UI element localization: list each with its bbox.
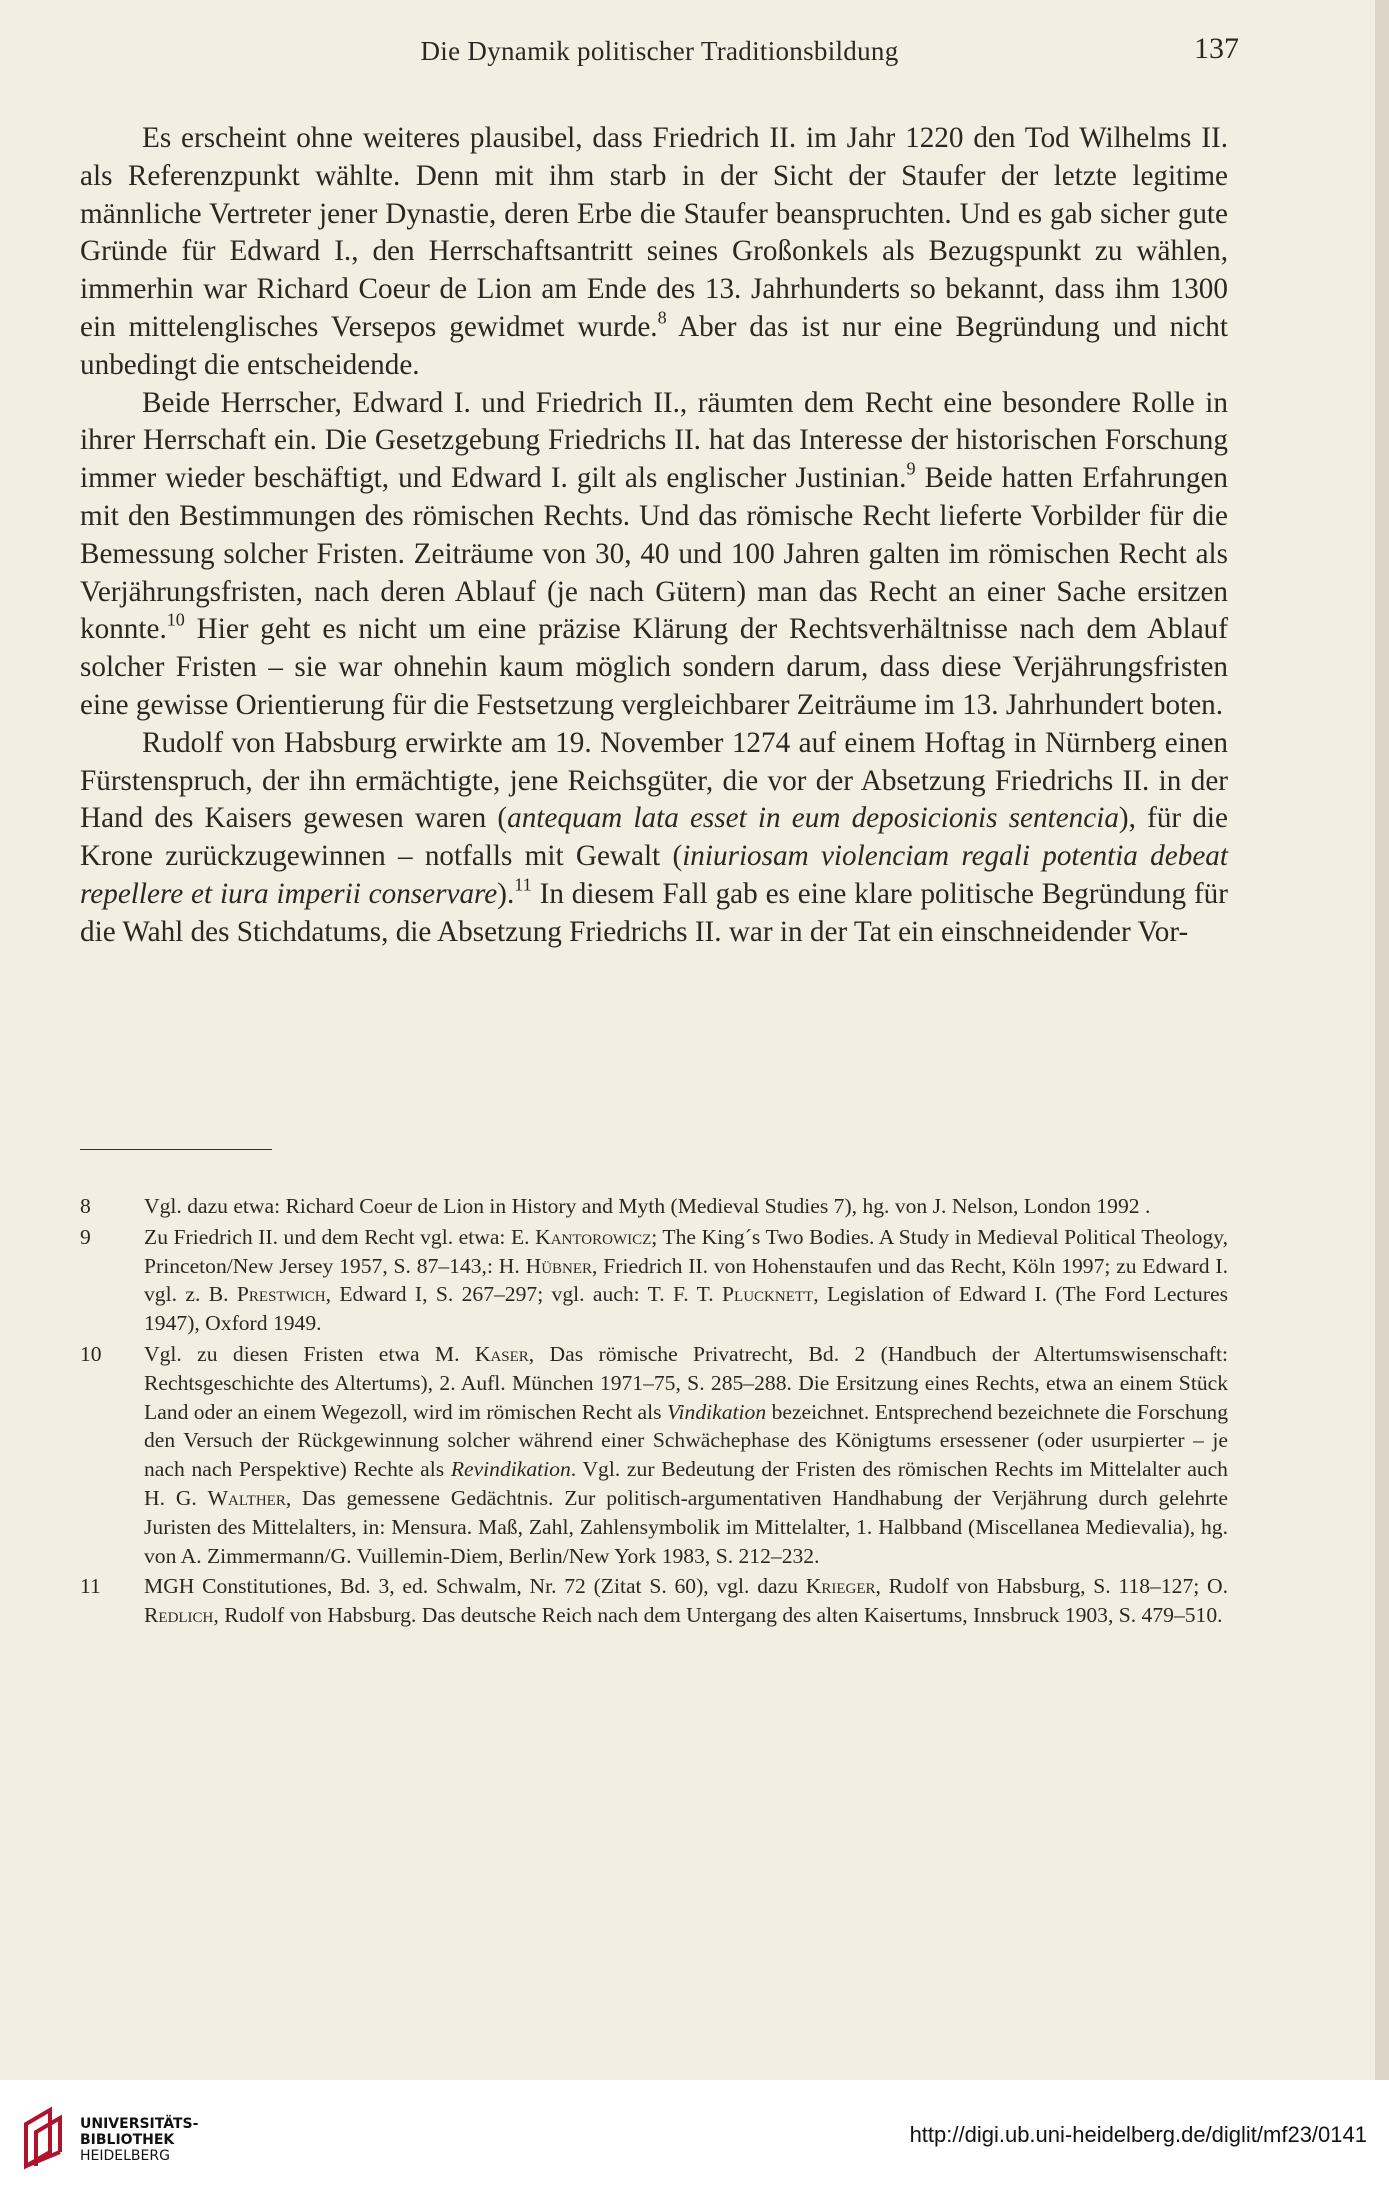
footnote-ref-9[interactable]: 9 — [906, 458, 916, 479]
latin-quote: iniuriosam violenciam regali potentia debeat repellere et iura imperii conservare — [80, 840, 1228, 910]
text-run: ; The King´s Two Bodies. A Study in Medieval Political Theology, Princeton/New Jersey 1957, S. 87–143,: H. — [144, 1224, 1228, 1278]
footnote-text — [144, 1223, 1228, 1338]
text-run: ), für die Krone zurückzugewinnen – notfalls mit Gewalt ( — [80, 802, 1228, 873]
text-run: Vgl. zu diesen Fristen etwa M. — [144, 1341, 475, 1366]
running-title: Die Dynamik politischer Traditionsbildung — [420, 36, 899, 66]
author-name: Krieger — [805, 1574, 876, 1599]
footnote-number: 8 — [80, 1194, 91, 1218]
paragraph-1 — [80, 120, 1228, 385]
library-name — [80, 2116, 198, 2164]
page-edge — [1375, 0, 1389, 2080]
text-run: Beide Herrscher, Edward I. und Friedrich II., räumten dem Recht eine besondere Rolle in ihrer Herrschaft ein. Die Gesetzgebung Friedrichs II. hat das Interesse der historischen Forschung immer wieder beschäftigt, und Edward I. gilt als englischer Justinian. — [80, 386, 1228, 495]
author-name: Kantorowicz — [535, 1224, 652, 1249]
author-name: Kaser — [474, 1341, 529, 1366]
text-run: Hier geht es nicht um eine präzise Klärung der Rechtsverhältnisse nach dem Ablauf solcher Fristen – sie war ohnehin kaum möglich sondern darum, dass diese Verjährungsfristen eine gewisse Orientierung für die Festsetzung vergleichbarer Zeiträume im 13. Jahrhundert boten. — [80, 613, 1228, 721]
library-line: BIBLIOTHEK — [80, 2132, 175, 2148]
paragraph-3 — [80, 725, 1228, 952]
footnote-ref-10[interactable]: 10 — [166, 609, 185, 630]
text-run: , Rudolf von Habsburg, S. 118–127; O. — [875, 1574, 1228, 1599]
latin-quote: antequam lata esset in eum deposicionis sentencia — [507, 802, 1119, 835]
footnote-number: 9 — [80, 1224, 91, 1249]
text-run: , Rudolf von Habsburg. Das deutsche Reich nach dem Untergang des alten Kaisertums, Innsbruck 1903, S. 479–510. — [213, 1603, 1223, 1628]
footnote-number: 10 — [80, 1341, 102, 1366]
library-line: UNIVERSITÄTS- — [80, 2116, 199, 2132]
footnote-text: Vgl. dazu etwa: Richard Coeur de Lion in History and Myth (Medieval Studies 7), hg. von J. Nelson, London 1992 . — [144, 1194, 1151, 1218]
running-header — [80, 28, 1239, 78]
text-run: Beide hatten Erfahrungen mit den Bestimmungen des römischen Rechts. Und das römische Recht lieferte Vorbilder für die Bemessung solcher Fristen. Zeiträume von 30, 40 und 100 Jahren galten im römischen Recht als Verjährungsfristen, nach deren Ablauf (je nach Gütern) man das Recht an einer Sache ersitzen konnte. — [80, 462, 1228, 646]
footnote-text — [144, 1340, 1228, 1570]
page-number: 137 — [1194, 32, 1239, 65]
author-name: Redlich — [144, 1603, 214, 1628]
text-run: . Vgl. zur Bedeutung der Fristen des römischen Rechts im Mittelalter auch H. G. — [144, 1457, 1228, 1510]
author-name: Plucknett — [722, 1282, 814, 1307]
footnote-ref-11[interactable]: 11 — [514, 874, 532, 895]
footnote-10 — [80, 1340, 1228, 1570]
text-run: , Das römische Privatrecht, Bd. 2 (Handbuch der Altertumswisenschaft: Rechtsgeschichte des Altertums), 2. Aufl. München 1971–75, S. 285–288. Die Ersitzung eines Rechts, etwa an einem Stück Land oder an einem Wegezoll, wird im römischen Recht als — [144, 1341, 1228, 1424]
footnote-8 — [80, 1192, 1228, 1221]
footnote-9 — [80, 1223, 1228, 1338]
author-name: Hübner — [525, 1253, 593, 1278]
author-name: Prestwich — [236, 1282, 326, 1307]
footnotes — [80, 1192, 1228, 1632]
footnote-separator — [80, 1149, 272, 1150]
paragraph-2 — [80, 385, 1228, 725]
ub-heidelberg-logo-icon — [20, 2106, 70, 2170]
text-run: Zu Friedrich II. und dem Recht vgl. etwa: E. — [144, 1224, 536, 1249]
library-line: HEIDELBERG — [80, 2148, 170, 2164]
permalink-url[interactable]: http://digi.ub.uni-heidelberg.de/diglit/mf23/0141 — [909, 2122, 1367, 2147]
text-run: , Das gemessene Gedächtnis. Zur politisch-argumentativen Handhabung der Verjährung durch gelehrte Juristen des Mittelalters, in: Mensura. Maß, Zahl, Zahlensymbolik im Mittelalter, 1. Halbband (Miscellanea Medievalia), hg. von A. Zimmermann/G. Vuillemin-Diem, Berlin/New York 1983, S. 212–232. — [144, 1485, 1228, 1568]
digitization-footer — [0, 2080, 1389, 2191]
text-run: In diesem Fall gab es eine klare politische Begründung für die Wahl des Stichdatums, die Absetzung Friedrichs II. war in der Tat ein einschneidender Vor- — [80, 877, 1228, 948]
text-run: , Legislation of Edward I. (The Ford Lectures 1947), Oxford 1949. — [144, 1282, 1228, 1336]
text-run: , Edward I, S. 267–297; vgl. auch: T. F. T. — [325, 1282, 723, 1307]
term: Revindikation — [450, 1457, 571, 1482]
author-name: Walther — [207, 1485, 286, 1510]
term: Vindikation — [666, 1399, 767, 1424]
footnote-text — [144, 1572, 1228, 1630]
text-run: Es erscheint ohne weiteres plausibel, dass Friedrich II. im Jahr 1220 den Tod Wilhelms II. als Referenzpunkt wählte. Denn mit ihm starb in der Sicht der Staufer der letzte legitime männliche Vertreter jener Dynastie, deren Erbe die Staufer beanspruchten. Und es gab sicher gute Gründe für Edward I., den Herrschaftsantritt seines Großonkels als Bezugspunkt zu wählen, immerhin war Richard Coeur de Lion am Ende des 13. Jahrhunderts so bekannt, dass ihm 1300 ein mittelenglisches Versepos gewidmet wurde. — [80, 122, 1228, 343]
text-run: , Friedrich II. von Hohenstaufen und das Recht, Köln 1997; zu Edward I. vgl. z. B. — [144, 1253, 1228, 1307]
text-run: Aber das ist nur eine Begründung und nicht unbedingt die entscheidende. — [80, 310, 1228, 381]
text-run: bezeichnet. Entsprechend bezeichnete die Forschung den Versuch der Rückgewinnung solcher während einer Schwächephase des Königtums ersessener (oder usurpierter – je nach nach Perspektive) Rechte als — [144, 1399, 1229, 1482]
text-run: MGH Constitutiones, Bd. 3, ed. Schwalm, Nr. 72 (Zitat S. 60), vgl. dazu — [144, 1574, 806, 1599]
footnote-number: 11 — [80, 1574, 101, 1599]
footnote-ref-8[interactable]: 8 — [657, 307, 667, 328]
text-run: ). — [497, 877, 515, 910]
main-text — [80, 120, 1228, 952]
text-run: Rudolf von Habsburg erwirkte am 19. November 1274 auf einem Hoftag in Nürnberg einen Fürstenspruch, der ihn ermächtigte, jene Reichsgüter, die vor der Absetzung Friedrichs II. in der Hand des Kaisers gewesen waren ( — [80, 726, 1228, 835]
footnote-11 — [80, 1572, 1228, 1630]
